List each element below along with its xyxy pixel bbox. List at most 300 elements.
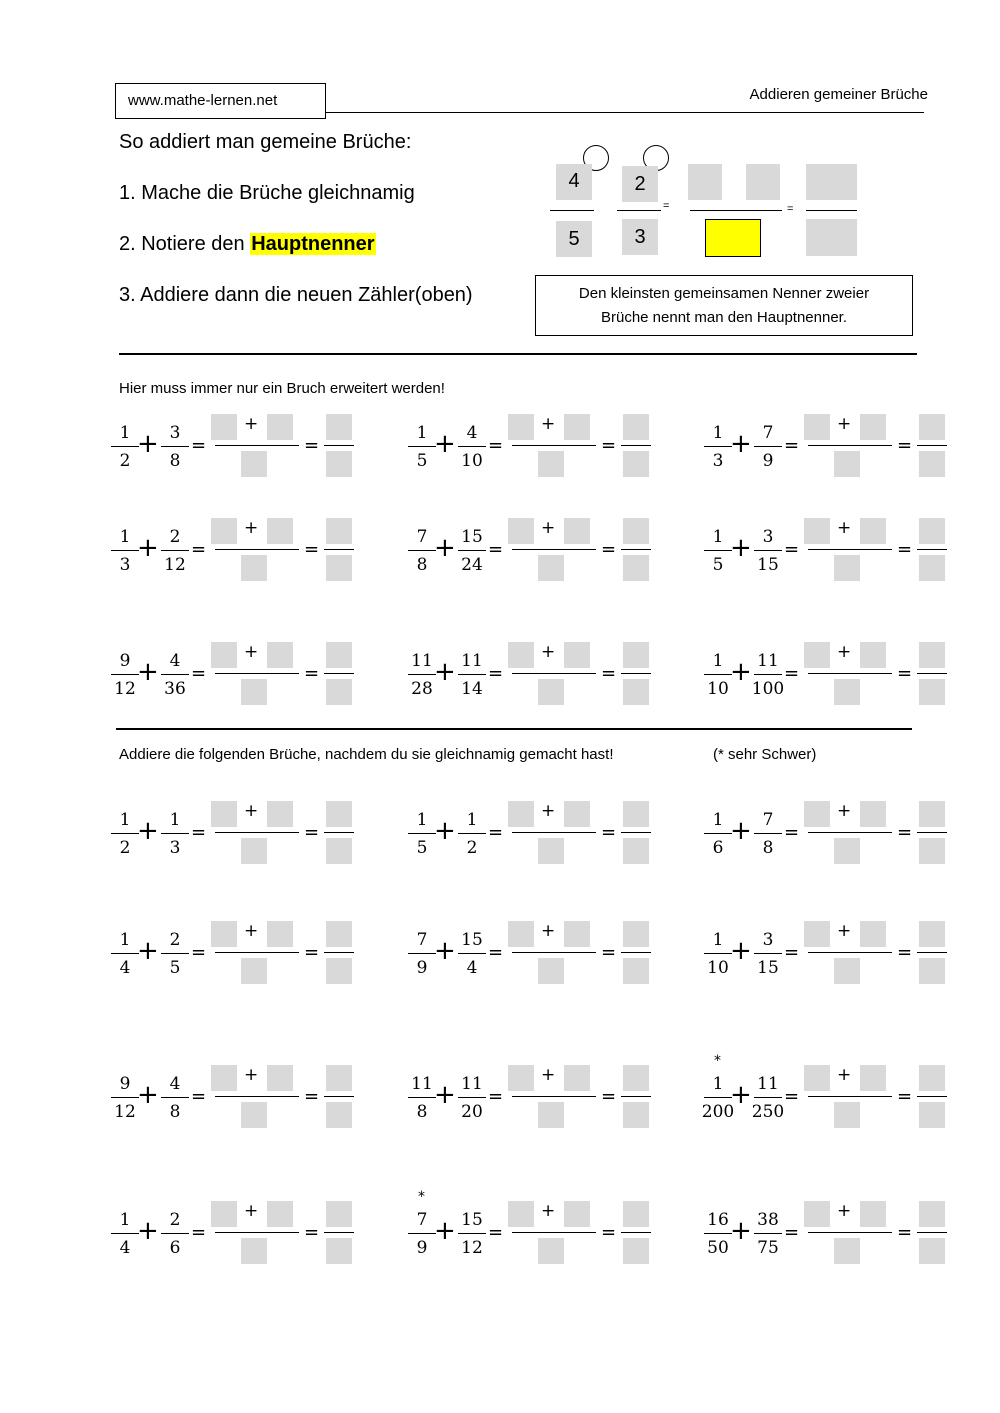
equals-sign: = [897,435,913,456]
answer-box[interactable] [623,414,649,440]
plus-sign: + [137,657,159,687]
plus-sign: + [434,657,456,687]
equals-sign: = [897,822,913,843]
fraction-denominator: 3 [712,451,724,472]
fraction-numerator: 3 [169,423,181,443]
plus-sign: + [541,921,556,941]
fraction-denominator: 8 [762,838,774,859]
fraction-b [748,1210,788,1258]
answer-box[interactable] [919,1102,945,1128]
fraction-b [452,1074,492,1122]
answer-box[interactable] [267,414,293,440]
plus-sign: + [730,936,752,966]
answer-box[interactable] [834,679,860,705]
answer-box[interactable] [241,838,267,864]
answer-box[interactable] [919,921,945,947]
fraction-denominator: 12 [114,1102,136,1123]
answer-box[interactable] [804,921,830,947]
plus-sign: + [541,518,556,538]
plus-sign: + [244,518,259,538]
fraction-bar [161,674,189,675]
answer-box[interactable] [211,414,237,440]
answer-box[interactable] [211,518,237,544]
fraction-b [748,1074,788,1122]
fraction-bar [754,550,782,551]
answer-box[interactable] [919,555,945,581]
answer-box[interactable] [623,679,649,705]
equals-sign: = [191,1086,207,1107]
fraction-numerator: 1 [712,651,724,671]
fraction-b [748,527,788,575]
answer-box[interactable] [919,1201,945,1227]
answer-box[interactable] [919,642,945,668]
equals-sign: = [784,1222,800,1243]
sum-fraction-bar [808,1232,892,1233]
plus-sign: + [244,1065,259,1085]
answer-box[interactable] [508,518,534,544]
plus-sign: + [837,518,852,538]
result-fraction-bar [917,549,947,550]
answer-box[interactable] [211,642,237,668]
fraction-numerator: 1 [416,423,428,443]
fraction-bar [408,674,436,675]
fraction-denominator: 10 [461,451,483,472]
fraction-bar [704,1097,732,1098]
fraction-denominator: 2 [466,838,478,859]
answer-box[interactable] [267,1201,293,1227]
sum-fraction-bar [808,1096,892,1097]
fraction-bar [704,674,732,675]
fraction-denominator: 8 [416,1102,428,1123]
sum-fraction-bar [808,445,892,446]
fraction-numerator: 38 [757,1210,779,1230]
fraction-bar [754,1097,782,1098]
fraction-bar [111,446,139,447]
answer-box[interactable] [860,642,886,668]
fraction-denominator: 12 [164,555,186,576]
step-1: 1. Mache die Brüche gleichnamig [119,182,415,204]
plus-sign: + [730,816,752,846]
answer-box[interactable] [326,642,352,668]
equals-sign: = [304,942,320,963]
plus-sign: + [137,533,159,563]
fraction-bar [704,550,732,551]
fraction-numerator: 11 [411,1074,433,1094]
fraction-numerator: 7 [762,810,774,830]
answer-box[interactable] [623,642,649,668]
answer-box[interactable] [919,801,945,827]
section1-instruction: Hier muss immer nur ein Bruch erweitert werden! [119,380,445,397]
answer-box[interactable] [860,518,886,544]
fraction-numerator: 3 [762,930,774,950]
equals-sign: = [784,822,800,843]
equals-sign: = [897,1086,913,1107]
fraction-b [452,423,492,471]
fraction-b [748,930,788,978]
answer-box[interactable] [919,1238,945,1264]
answer-box[interactable] [241,679,267,705]
fraction-b [452,651,492,699]
answer-box[interactable] [806,164,857,200]
answer-box[interactable] [804,1201,830,1227]
fraction-b [155,1074,195,1122]
equals-sign: = [304,1086,320,1107]
answer-box[interactable] [326,958,352,984]
answer-box[interactable] [564,642,590,668]
fraction-bar [408,550,436,551]
equals-sign: = [191,539,207,560]
plus-sign: + [434,533,456,563]
fraction-numerator: 1 [119,527,131,547]
fraction-denominator: 250 [751,1102,785,1123]
plus-sign: + [434,816,456,846]
equals-sign: = [488,1086,504,1107]
answer-box[interactable] [326,1238,352,1264]
answer-box[interactable] [834,1102,860,1128]
answer-box[interactable] [326,1065,352,1091]
fraction-b [155,527,195,575]
answer-box[interactable] [267,921,293,947]
answer-box[interactable] [326,921,352,947]
equals-sign: = [191,1222,207,1243]
plus-sign: + [730,1080,752,1110]
answer-box[interactable] [623,801,649,827]
fraction-numerator: 11 [757,651,779,671]
fraction-denominator: 15 [757,555,779,576]
answer-box[interactable] [564,1201,590,1227]
difficulty-star: * [714,1053,721,1069]
equals-sign: = [304,435,320,456]
fraction-numerator: 1 [712,423,724,443]
answer-box[interactable] [623,555,649,581]
equals-sign: = [304,539,320,560]
result-fraction-bar [621,445,651,446]
fraction-bar [458,1233,486,1234]
answer-box[interactable] [919,451,945,477]
sum-fraction-bar [808,673,892,674]
equals-sign: = [784,663,800,684]
answer-box[interactable] [211,801,237,827]
example-frac1-num: 4 [568,170,580,192]
hauptnenner-box[interactable] [705,219,761,257]
example-frac1-den: 5 [568,228,580,250]
answer-box[interactable] [804,414,830,440]
answer-box[interactable] [860,414,886,440]
answer-box[interactable] [804,518,830,544]
result-fraction-bar [917,1096,947,1097]
answer-box[interactable] [267,642,293,668]
fraction-denominator: 10 [707,958,729,979]
answer-box[interactable] [538,555,564,581]
answer-box[interactable] [564,1065,590,1091]
fraction-bar [704,1233,732,1234]
fraction-bar [111,833,139,834]
fraction-denominator: 12 [114,679,136,700]
fraction-denominator: 6 [712,838,724,859]
fraction-b [155,930,195,978]
answer-box[interactable] [623,1201,649,1227]
answer-box[interactable] [241,958,267,984]
answer-box[interactable] [508,921,534,947]
fraction-denominator: 8 [169,1102,181,1123]
equals-sign: = [897,1222,913,1243]
answer-box[interactable] [623,958,649,984]
fraction-b [748,423,788,471]
example-frac2-bar [617,210,661,211]
plus-sign: + [244,414,259,434]
equals-sign: = [601,822,617,843]
fraction-b [748,810,788,858]
answer-box[interactable] [860,1201,886,1227]
answer-box[interactable] [241,451,267,477]
answer-box[interactable] [538,1102,564,1128]
fraction-bar [161,550,189,551]
answer-box[interactable] [508,1065,534,1091]
answer-box[interactable] [508,414,534,440]
result-fraction-bar [324,1096,354,1097]
answer-box[interactable] [241,1238,267,1264]
answer-box[interactable] [919,518,945,544]
answer-box[interactable] [919,679,945,705]
fraction-numerator: 2 [169,1210,181,1230]
answer-box[interactable] [919,958,945,984]
equals-sign: = [784,1086,800,1107]
answer-box[interactable] [538,679,564,705]
answer-box[interactable] [919,838,945,864]
answer-box[interactable] [267,1065,293,1091]
answer-box[interactable] [326,451,352,477]
example-equals: = [787,203,794,215]
hauptnenner-highlight: Hauptnenner [251,233,375,255]
fraction-numerator: 16 [707,1210,729,1230]
fraction-b [155,423,195,471]
fraction-bar [408,1097,436,1098]
answer-box[interactable] [688,164,722,200]
plus-sign: + [541,1201,556,1221]
example-result-bar [806,210,857,211]
equals-sign: = [191,663,207,684]
sum-fraction-bar [512,1096,596,1097]
answer-box[interactable] [834,838,860,864]
sum-fraction-bar [808,952,892,953]
answer-box[interactable] [538,958,564,984]
answer-box[interactable] [508,1201,534,1227]
sum-fraction-bar [215,673,299,674]
fraction-bar [408,953,436,954]
fraction-denominator: 8 [169,451,181,472]
answer-box[interactable] [241,1102,267,1128]
fraction-numerator: 9 [119,651,131,671]
answer-box[interactable] [326,414,352,440]
answer-box[interactable] [326,801,352,827]
result-fraction-bar [917,673,947,674]
fraction-bar [161,833,189,834]
fraction-numerator: 1 [416,810,428,830]
result-fraction-bar [621,549,651,550]
sum-fraction-bar [215,445,299,446]
fraction-numerator: 1 [712,527,724,547]
answer-box[interactable] [623,1238,649,1264]
sum-fraction-bar [808,549,892,550]
equals-sign: = [601,942,617,963]
answer-box[interactable] [834,451,860,477]
fraction-bar [408,1233,436,1234]
result-fraction-bar [621,952,651,953]
equals-sign: = [784,942,800,963]
answer-box[interactable] [804,642,830,668]
answer-box[interactable] [326,838,352,864]
fraction-denominator: 75 [757,1238,779,1259]
plus-sign: + [434,1080,456,1110]
answer-box[interactable] [326,518,352,544]
fraction-numerator: 4 [466,423,478,443]
equals-sign: = [304,822,320,843]
fraction-numerator: 2 [169,527,181,547]
website-label: www.mathe-lernen.net [115,83,326,119]
result-fraction-bar [324,832,354,833]
equals-sign: = [784,539,800,560]
fraction-bar [111,550,139,551]
fraction-numerator: 7 [762,423,774,443]
sum-fraction-bar [215,952,299,953]
fraction-bar [161,953,189,954]
sum-fraction-bar [215,1232,299,1233]
section2-instruction: Addiere die folgenden Brüche, nachdem du sie gleichnamig gemacht hast! [119,746,614,763]
fraction-denominator: 24 [461,555,483,576]
fraction-bar [161,1097,189,1098]
fraction-b [748,651,788,699]
fraction-denominator: 4 [119,1238,131,1259]
answer-box[interactable] [623,838,649,864]
intro-title: So addiert man gemeine Brüche: [119,131,412,153]
answer-box[interactable] [564,414,590,440]
answer-box[interactable] [564,921,590,947]
difficulty-star: * [418,1189,425,1205]
answer-box[interactable] [211,1065,237,1091]
answer-box[interactable] [326,679,352,705]
answer-box[interactable] [241,555,267,581]
equals-sign: = [304,663,320,684]
fraction-bar [161,446,189,447]
answer-box[interactable] [860,801,886,827]
plus-sign: + [137,936,159,966]
example-frac2-den: 3 [634,226,646,248]
fraction-numerator: 1 [466,810,478,830]
answer-box[interactable] [326,1102,352,1128]
answer-box[interactable] [508,642,534,668]
answer-box[interactable] [538,451,564,477]
equals-sign: = [601,435,617,456]
answer-box[interactable] [326,1201,352,1227]
fraction-numerator: 15 [461,1210,483,1230]
answer-box[interactable] [919,414,945,440]
fraction-denominator: 50 [707,1238,729,1259]
fraction-denominator: 3 [119,555,131,576]
plus-sign: + [244,642,259,662]
equals-sign: = [784,435,800,456]
answer-box[interactable] [834,555,860,581]
answer-box[interactable] [267,801,293,827]
answer-box[interactable] [211,1201,237,1227]
answer-box[interactable] [919,1065,945,1091]
fraction-denominator: 14 [461,679,483,700]
answer-box[interactable] [211,921,237,947]
fraction-numerator: 1 [119,1210,131,1230]
answer-box[interactable] [623,921,649,947]
fraction-bar [111,1233,139,1234]
equals-sign: = [304,1222,320,1243]
answer-box[interactable] [804,1065,830,1091]
fraction-denominator: 4 [119,958,131,979]
answer-box[interactable] [860,921,886,947]
answer-box[interactable] [623,518,649,544]
answer-box[interactable] [564,518,590,544]
answer-box[interactable] [326,555,352,581]
plus-sign: + [837,1065,852,1085]
fraction-denominator: 28 [411,679,433,700]
answer-box[interactable] [834,958,860,984]
plus-sign: + [837,414,852,434]
fraction-b [155,651,195,699]
plus-sign: + [244,801,259,821]
fraction-bar [111,953,139,954]
answer-box[interactable] [623,1065,649,1091]
answer-box[interactable] [538,838,564,864]
answer-box[interactable] [267,518,293,544]
fraction-numerator: 15 [461,930,483,950]
fraction-bar [408,446,436,447]
fraction-numerator: 11 [411,651,433,671]
fraction-numerator: 4 [169,651,181,671]
fraction-bar [161,1233,189,1234]
fraction-b [452,527,492,575]
fraction-bar [754,953,782,954]
plus-sign: + [730,657,752,687]
equals-sign: = [897,663,913,684]
sum-fraction-bar [512,673,596,674]
result-fraction-bar [621,673,651,674]
plus-sign: + [837,921,852,941]
fraction-numerator: 7 [416,930,428,950]
plus-sign: + [730,533,752,563]
answer-box[interactable] [508,801,534,827]
plus-sign: + [730,1216,752,1246]
result-fraction-bar [621,1096,651,1097]
answer-box[interactable] [538,1238,564,1264]
fraction-denominator: 2 [119,838,131,859]
answer-box[interactable] [623,1102,649,1128]
definition-box [535,275,913,336]
fraction-denominator: 5 [712,555,724,576]
fraction-numerator: 1 [712,810,724,830]
equals-sign: = [601,1222,617,1243]
answer-box[interactable] [806,219,857,256]
answer-box[interactable] [834,1238,860,1264]
fraction-denominator: 9 [416,958,428,979]
equals-sign: = [191,435,207,456]
section-divider [116,728,912,730]
sum-fraction-bar [512,952,596,953]
answer-box[interactable] [564,801,590,827]
answer-box[interactable] [623,451,649,477]
answer-box[interactable] [860,1065,886,1091]
sum-fraction-bar [512,832,596,833]
example-frac1-bar [550,210,594,211]
equals-sign: = [488,435,504,456]
answer-box[interactable] [804,801,830,827]
answer-box[interactable] [746,164,780,200]
definition-line: Den kleinsten gemeinsamen Nenner zweier [578,285,870,302]
